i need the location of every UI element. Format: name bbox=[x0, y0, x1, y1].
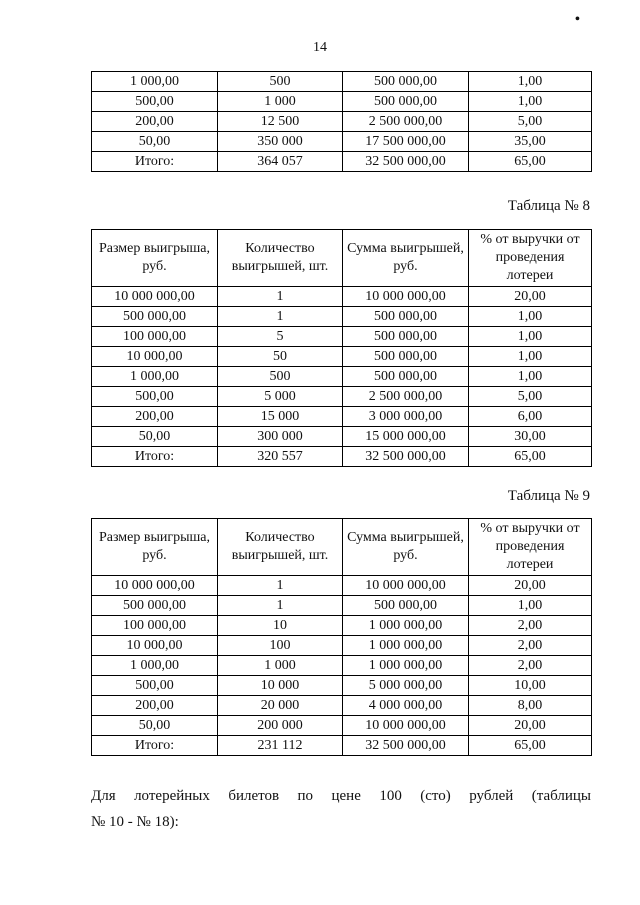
table-row bbox=[92, 447, 592, 467]
table-8 bbox=[91, 229, 592, 467]
table-cell: 65,00 bbox=[469, 447, 592, 467]
table-row bbox=[92, 287, 592, 307]
table-cell: 1 bbox=[218, 307, 343, 327]
table-cell: 1 000,00 bbox=[92, 367, 218, 387]
table-row bbox=[92, 152, 592, 172]
table-cell: 50,00 bbox=[92, 132, 218, 152]
table-cell: 100 bbox=[218, 636, 343, 656]
table-cell: 500 000,00 bbox=[343, 307, 469, 327]
table-cell: 500 000,00 bbox=[343, 327, 469, 347]
table-cell: Итого: bbox=[92, 447, 218, 467]
table-cell: 5,00 bbox=[469, 112, 592, 132]
table-row bbox=[92, 367, 592, 387]
header-prize-sum: Сумма выигрышей, руб. bbox=[343, 230, 469, 287]
table-cell: 200,00 bbox=[92, 112, 218, 132]
table-cell: 15 000 bbox=[218, 407, 343, 427]
table-cell: 500 000,00 bbox=[343, 347, 469, 367]
table-cell: 1 bbox=[218, 576, 343, 596]
table-8-caption: Таблица № 8 bbox=[507, 198, 590, 214]
table-cell: 5 000 bbox=[218, 387, 343, 407]
table-cell: 200,00 bbox=[92, 696, 218, 716]
table-cell: 50 bbox=[218, 347, 343, 367]
table-cell: 5 bbox=[218, 327, 343, 347]
table-cell: 5 000 000,00 bbox=[343, 676, 469, 696]
table-row bbox=[92, 112, 592, 132]
table-cell: 200 000 bbox=[218, 716, 343, 736]
table-cell: 10 000 000,00 bbox=[343, 716, 469, 736]
table-row bbox=[92, 387, 592, 407]
table-7-continuation bbox=[91, 71, 592, 172]
table-cell: 1 000,00 bbox=[92, 656, 218, 676]
table-cell: 2,00 bbox=[469, 656, 592, 676]
table-cell: 10 000 000,00 bbox=[343, 576, 469, 596]
table-cell: 20,00 bbox=[469, 576, 592, 596]
table-cell: 65,00 bbox=[469, 736, 592, 756]
table-cell: 3 000 000,00 bbox=[343, 407, 469, 427]
table-cell: 1 000 bbox=[218, 92, 343, 112]
table-cell: 15 000 000,00 bbox=[343, 427, 469, 447]
table-row bbox=[92, 327, 592, 347]
table-cell: 10 000 000,00 bbox=[92, 287, 218, 307]
table-cell: 2 500 000,00 bbox=[343, 112, 469, 132]
table-cell: 1 bbox=[218, 596, 343, 616]
table-cell: 364 057 bbox=[218, 152, 343, 172]
table-cell: 10 000 bbox=[218, 676, 343, 696]
table-cell: 2,00 bbox=[469, 616, 592, 636]
table-cell: 50,00 bbox=[92, 716, 218, 736]
table-cell: 1 000 000,00 bbox=[343, 616, 469, 636]
header-prize-size: Размер выигрыша, руб. bbox=[92, 230, 218, 287]
table-row bbox=[92, 616, 592, 636]
page-number: 14 bbox=[313, 40, 327, 55]
table-row bbox=[92, 347, 592, 367]
table-row bbox=[92, 716, 592, 736]
table-cell: 300 000 bbox=[218, 427, 343, 447]
table-cell: 200,00 bbox=[92, 407, 218, 427]
table-cell: 500,00 bbox=[92, 92, 218, 112]
table-cell: 500 000,00 bbox=[92, 307, 218, 327]
table-cell: 4 000 000,00 bbox=[343, 696, 469, 716]
table-cell: 2,00 bbox=[469, 636, 592, 656]
table-row bbox=[92, 576, 592, 596]
table-cell: 500 000,00 bbox=[343, 367, 469, 387]
table-cell: 1,00 bbox=[469, 596, 592, 616]
table-cell: 1 000 000,00 bbox=[343, 636, 469, 656]
table-cell: 1 bbox=[218, 287, 343, 307]
table-cell: 20 000 bbox=[218, 696, 343, 716]
table-header-row bbox=[92, 519, 592, 576]
table-cell: 100 000,00 bbox=[92, 327, 218, 347]
table-cell: 350 000 bbox=[218, 132, 343, 152]
header-revenue-percent: % от выручки от проведения лотереи bbox=[469, 519, 592, 576]
table-cell: 10 000 000,00 bbox=[92, 576, 218, 596]
table-row bbox=[92, 307, 592, 327]
table-cell: 500 000,00 bbox=[343, 596, 469, 616]
table-cell: 1 000 bbox=[218, 656, 343, 676]
table-cell: 2 500 000,00 bbox=[343, 387, 469, 407]
table-cell: 6,00 bbox=[469, 407, 592, 427]
table-row bbox=[92, 696, 592, 716]
table-row bbox=[92, 656, 592, 676]
table-row bbox=[92, 636, 592, 656]
table-9 bbox=[91, 518, 592, 756]
table-cell: 100 000,00 bbox=[92, 616, 218, 636]
header-prize-sum: Сумма выигрышей, руб. bbox=[343, 519, 469, 576]
paragraph-line-1: Для лотерейных билетов по цене 100 (сто) рублей (таблицы bbox=[91, 788, 591, 804]
table-cell: 35,00 bbox=[469, 132, 592, 152]
table-cell: 1,00 bbox=[469, 92, 592, 112]
table-cell: 1 000 000,00 bbox=[343, 656, 469, 676]
table-row bbox=[92, 132, 592, 152]
table-row bbox=[92, 407, 592, 427]
table-cell: 12 500 bbox=[218, 112, 343, 132]
table-cell: 500 000,00 bbox=[343, 92, 469, 112]
table-cell: 500 bbox=[218, 72, 343, 92]
corner-mark: • bbox=[575, 12, 580, 27]
table-cell: 65,00 bbox=[469, 152, 592, 172]
header-prize-count: Количество выигрышей, шт. bbox=[218, 230, 343, 287]
table-row bbox=[92, 427, 592, 447]
table-row bbox=[92, 92, 592, 112]
paragraph-line-2: № 10 - № 18): bbox=[91, 814, 179, 830]
table-row bbox=[92, 676, 592, 696]
table-cell: 32 500 000,00 bbox=[343, 447, 469, 467]
table-9-caption: Таблица № 9 bbox=[507, 488, 590, 504]
table-cell: 1 000,00 bbox=[92, 72, 218, 92]
table-cell: 1,00 bbox=[469, 327, 592, 347]
table-cell: 1,00 bbox=[469, 347, 592, 367]
table-cell: 1,00 bbox=[469, 367, 592, 387]
table-cell: 32 500 000,00 bbox=[343, 736, 469, 756]
table-cell: 500,00 bbox=[92, 676, 218, 696]
table-cell: 231 112 bbox=[218, 736, 343, 756]
table-cell: 320 557 bbox=[218, 447, 343, 467]
table-row bbox=[92, 596, 592, 616]
table-cell: 8,00 bbox=[469, 696, 592, 716]
table-cell: 20,00 bbox=[469, 287, 592, 307]
table-cell: Итого: bbox=[92, 736, 218, 756]
table-cell: 10 bbox=[218, 616, 343, 636]
table-cell: 30,00 bbox=[469, 427, 592, 447]
header-prize-count: Количество выигрышей, шт. bbox=[218, 519, 343, 576]
table-cell: 5,00 bbox=[469, 387, 592, 407]
table-cell: Итого: bbox=[92, 152, 218, 172]
table-cell: 32 500 000,00 bbox=[343, 152, 469, 172]
header-revenue-percent: % от выручки от проведения лотереи bbox=[469, 230, 592, 287]
table-cell: 10,00 bbox=[469, 676, 592, 696]
header-prize-size: Размер выигрыша, руб. bbox=[92, 519, 218, 576]
table-cell: 17 500 000,00 bbox=[343, 132, 469, 152]
table-cell: 1,00 bbox=[469, 72, 592, 92]
table-cell: 1,00 bbox=[469, 307, 592, 327]
table-cell: 500,00 bbox=[92, 387, 218, 407]
table-cell: 10 000 000,00 bbox=[343, 287, 469, 307]
table-cell: 20,00 bbox=[469, 716, 592, 736]
table-header-row bbox=[92, 230, 592, 287]
table-cell: 500 bbox=[218, 367, 343, 387]
table-row bbox=[92, 72, 592, 92]
table-cell: 500 000,00 bbox=[343, 72, 469, 92]
table-cell: 10 000,00 bbox=[92, 636, 218, 656]
table-cell: 10 000,00 bbox=[92, 347, 218, 367]
table-row bbox=[92, 736, 592, 756]
table-cell: 50,00 bbox=[92, 427, 218, 447]
table-cell: 500 000,00 bbox=[92, 596, 218, 616]
